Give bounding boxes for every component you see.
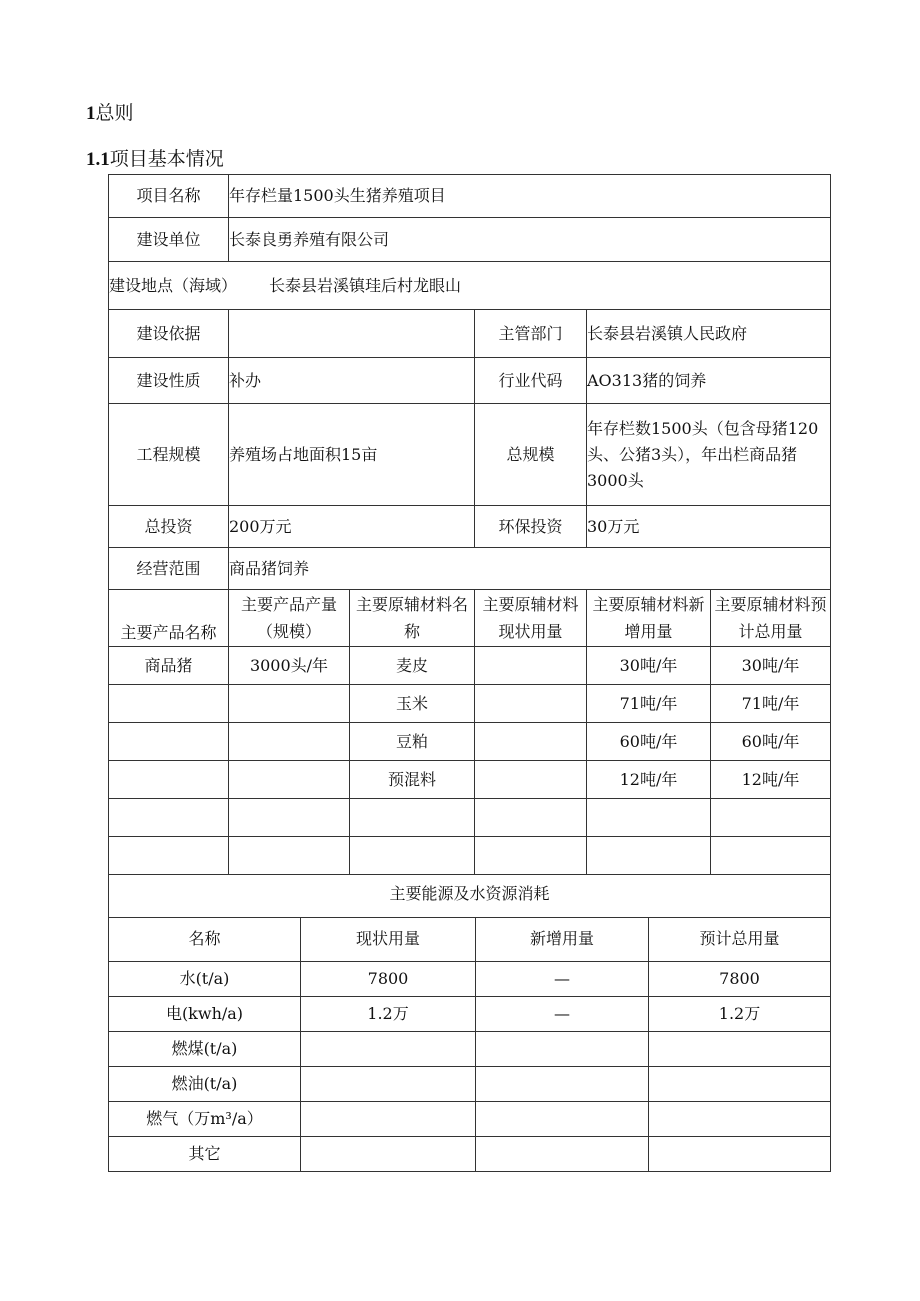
project-name-label: 项目名称	[109, 175, 229, 218]
energy-cell	[476, 1031, 649, 1066]
materials-header-row	[109, 590, 831, 647]
materials-cell	[229, 685, 350, 723]
energy-cell	[301, 1101, 476, 1136]
materials-cell	[475, 685, 587, 723]
energy-cell: —	[476, 961, 649, 996]
basis-label: 建设依据	[109, 310, 229, 358]
materials-cell	[109, 837, 229, 875]
materials-cell	[109, 723, 229, 761]
location-value: 长泰县岩溪镇珪后村龙眼山	[269, 275, 462, 295]
energy-cell: —	[476, 996, 649, 1031]
energy-header: 新增用量	[476, 917, 649, 961]
row-builder	[109, 218, 831, 262]
materials-header: 主要原辅材料现状用量	[475, 590, 587, 647]
materials-cell: 预混料	[350, 761, 475, 799]
energy-cell: 1.2万	[649, 996, 831, 1031]
energy-cell	[649, 1066, 831, 1101]
materials-row	[109, 799, 831, 837]
energy-header: 现状用量	[301, 917, 476, 961]
subsection-number: 1.1	[86, 149, 110, 170]
energy-cell: 7800	[649, 961, 831, 996]
energy-cell	[476, 1101, 649, 1136]
materials-cell	[109, 799, 229, 837]
total-scale-value: 年存栏数1500头（包含母猪120头、公猪3头），年出栏商品猪3000头	[587, 404, 831, 506]
energy-row	[109, 961, 831, 996]
energy-cell	[301, 1136, 476, 1171]
subsection-title: 项目基本情况	[109, 148, 224, 170]
authority-value: 长泰县岩溪镇人民政府	[587, 310, 831, 358]
energy-row	[109, 1136, 831, 1171]
location-cell	[109, 262, 831, 310]
energy-cell: 燃气（万m³/a）	[109, 1101, 301, 1136]
subsection-heading	[86, 147, 224, 172]
energy-cell: 水(t/a)	[109, 961, 301, 996]
energy-cell	[649, 1136, 831, 1171]
row-investment	[109, 506, 831, 548]
energy-cell: 1.2万	[301, 996, 476, 1031]
materials-cell	[475, 837, 587, 875]
energy-cell: 其它	[109, 1136, 301, 1171]
materials-row	[109, 761, 831, 799]
materials-cell	[711, 837, 831, 875]
scale-label: 工程规模	[109, 404, 229, 506]
materials-cell	[350, 799, 475, 837]
project-name-value: 年存栏量1500头生猪养殖项目	[229, 175, 831, 218]
materials-header: 主要产品产量（规模）	[229, 590, 350, 647]
section-title: 总则	[95, 102, 134, 124]
materials-row	[109, 685, 831, 723]
materials-cell: 71吨/年	[711, 685, 831, 723]
materials-cell: 麦皮	[350, 647, 475, 685]
materials-cell: 71吨/年	[587, 685, 711, 723]
materials-cell: 商品猪	[109, 647, 229, 685]
section-number: 1	[86, 103, 96, 124]
energy-cell: 7800	[301, 961, 476, 996]
row-basis	[109, 310, 831, 358]
row-location	[109, 262, 831, 310]
env-investment-label: 环保投资	[475, 506, 587, 548]
materials-cell: 3000头/年	[229, 647, 350, 685]
total-scale-label: 总规模	[475, 404, 587, 506]
location-label: 建设地点（海域）	[109, 275, 238, 295]
business-scope-label: 经营范围	[109, 548, 229, 590]
section-heading	[86, 101, 134, 126]
basis-value	[229, 310, 475, 358]
materials-cell	[475, 647, 587, 685]
row-business-scope	[109, 548, 831, 590]
energy-row	[109, 1066, 831, 1101]
energy-title-row	[109, 871, 831, 917]
energy-cell: 燃煤(t/a)	[109, 1031, 301, 1066]
materials-cell: 豆粕	[350, 723, 475, 761]
nature-label: 建设性质	[109, 358, 229, 404]
materials-cell	[229, 723, 350, 761]
energy-cell	[649, 1101, 831, 1136]
materials-cell: 12吨/年	[587, 761, 711, 799]
materials-cell	[475, 761, 587, 799]
materials-row	[109, 647, 831, 685]
energy-header: 名称	[109, 917, 301, 961]
nature-value: 补办	[229, 358, 475, 404]
env-investment-value: 30万元	[587, 506, 831, 548]
energy-title: 主要能源及水资源消耗	[109, 871, 831, 917]
authority-label: 主管部门	[475, 310, 587, 358]
materials-cell	[475, 799, 587, 837]
builder-label: 建设单位	[109, 218, 229, 262]
materials-header: 主要产品名称	[109, 590, 229, 647]
materials-cell: 30吨/年	[587, 647, 711, 685]
row-scale	[109, 404, 831, 506]
materials-cell	[587, 837, 711, 875]
materials-cell	[109, 761, 229, 799]
materials-row	[109, 723, 831, 761]
energy-cell	[301, 1066, 476, 1101]
materials-cell	[109, 685, 229, 723]
industry-value: AO313猪的饲养	[587, 358, 831, 404]
materials-cell	[229, 837, 350, 875]
energy-header-row	[109, 917, 831, 961]
energy-table	[108, 871, 831, 1172]
materials-cell: 30吨/年	[711, 647, 831, 685]
builder-value: 长泰良勇养殖有限公司	[229, 218, 831, 262]
materials-cell	[229, 799, 350, 837]
investment-label: 总投资	[109, 506, 229, 548]
materials-cell	[475, 723, 587, 761]
energy-cell	[301, 1031, 476, 1066]
investment-value: 200万元	[229, 506, 475, 548]
materials-cell: 12吨/年	[711, 761, 831, 799]
materials-row	[109, 837, 831, 875]
materials-cell	[711, 799, 831, 837]
materials-cell: 60吨/年	[587, 723, 711, 761]
energy-cell	[476, 1066, 649, 1101]
row-nature	[109, 358, 831, 404]
business-scope-value: 商品猪饲养	[229, 548, 831, 590]
materials-cell: 玉米	[350, 685, 475, 723]
energy-header: 预计总用量	[649, 917, 831, 961]
energy-cell: 燃油(t/a)	[109, 1066, 301, 1101]
energy-cell	[649, 1031, 831, 1066]
energy-row	[109, 1101, 831, 1136]
project-info-table	[108, 174, 831, 875]
materials-header: 主要原辅材料预计总用量	[711, 590, 831, 647]
materials-header: 主要原辅材料名称	[350, 590, 475, 647]
materials-cell: 60吨/年	[711, 723, 831, 761]
row-project-name	[109, 175, 831, 218]
materials-cell	[229, 761, 350, 799]
materials-cell	[350, 837, 475, 875]
industry-label: 行业代码	[475, 358, 587, 404]
scale-value: 养殖场占地面积15亩	[229, 404, 475, 506]
materials-cell	[587, 799, 711, 837]
energy-row	[109, 996, 831, 1031]
energy-cell: 电(kwh/a)	[109, 996, 301, 1031]
energy-row	[109, 1031, 831, 1066]
energy-cell	[476, 1136, 649, 1171]
materials-header: 主要原辅材料新增用量	[587, 590, 711, 647]
